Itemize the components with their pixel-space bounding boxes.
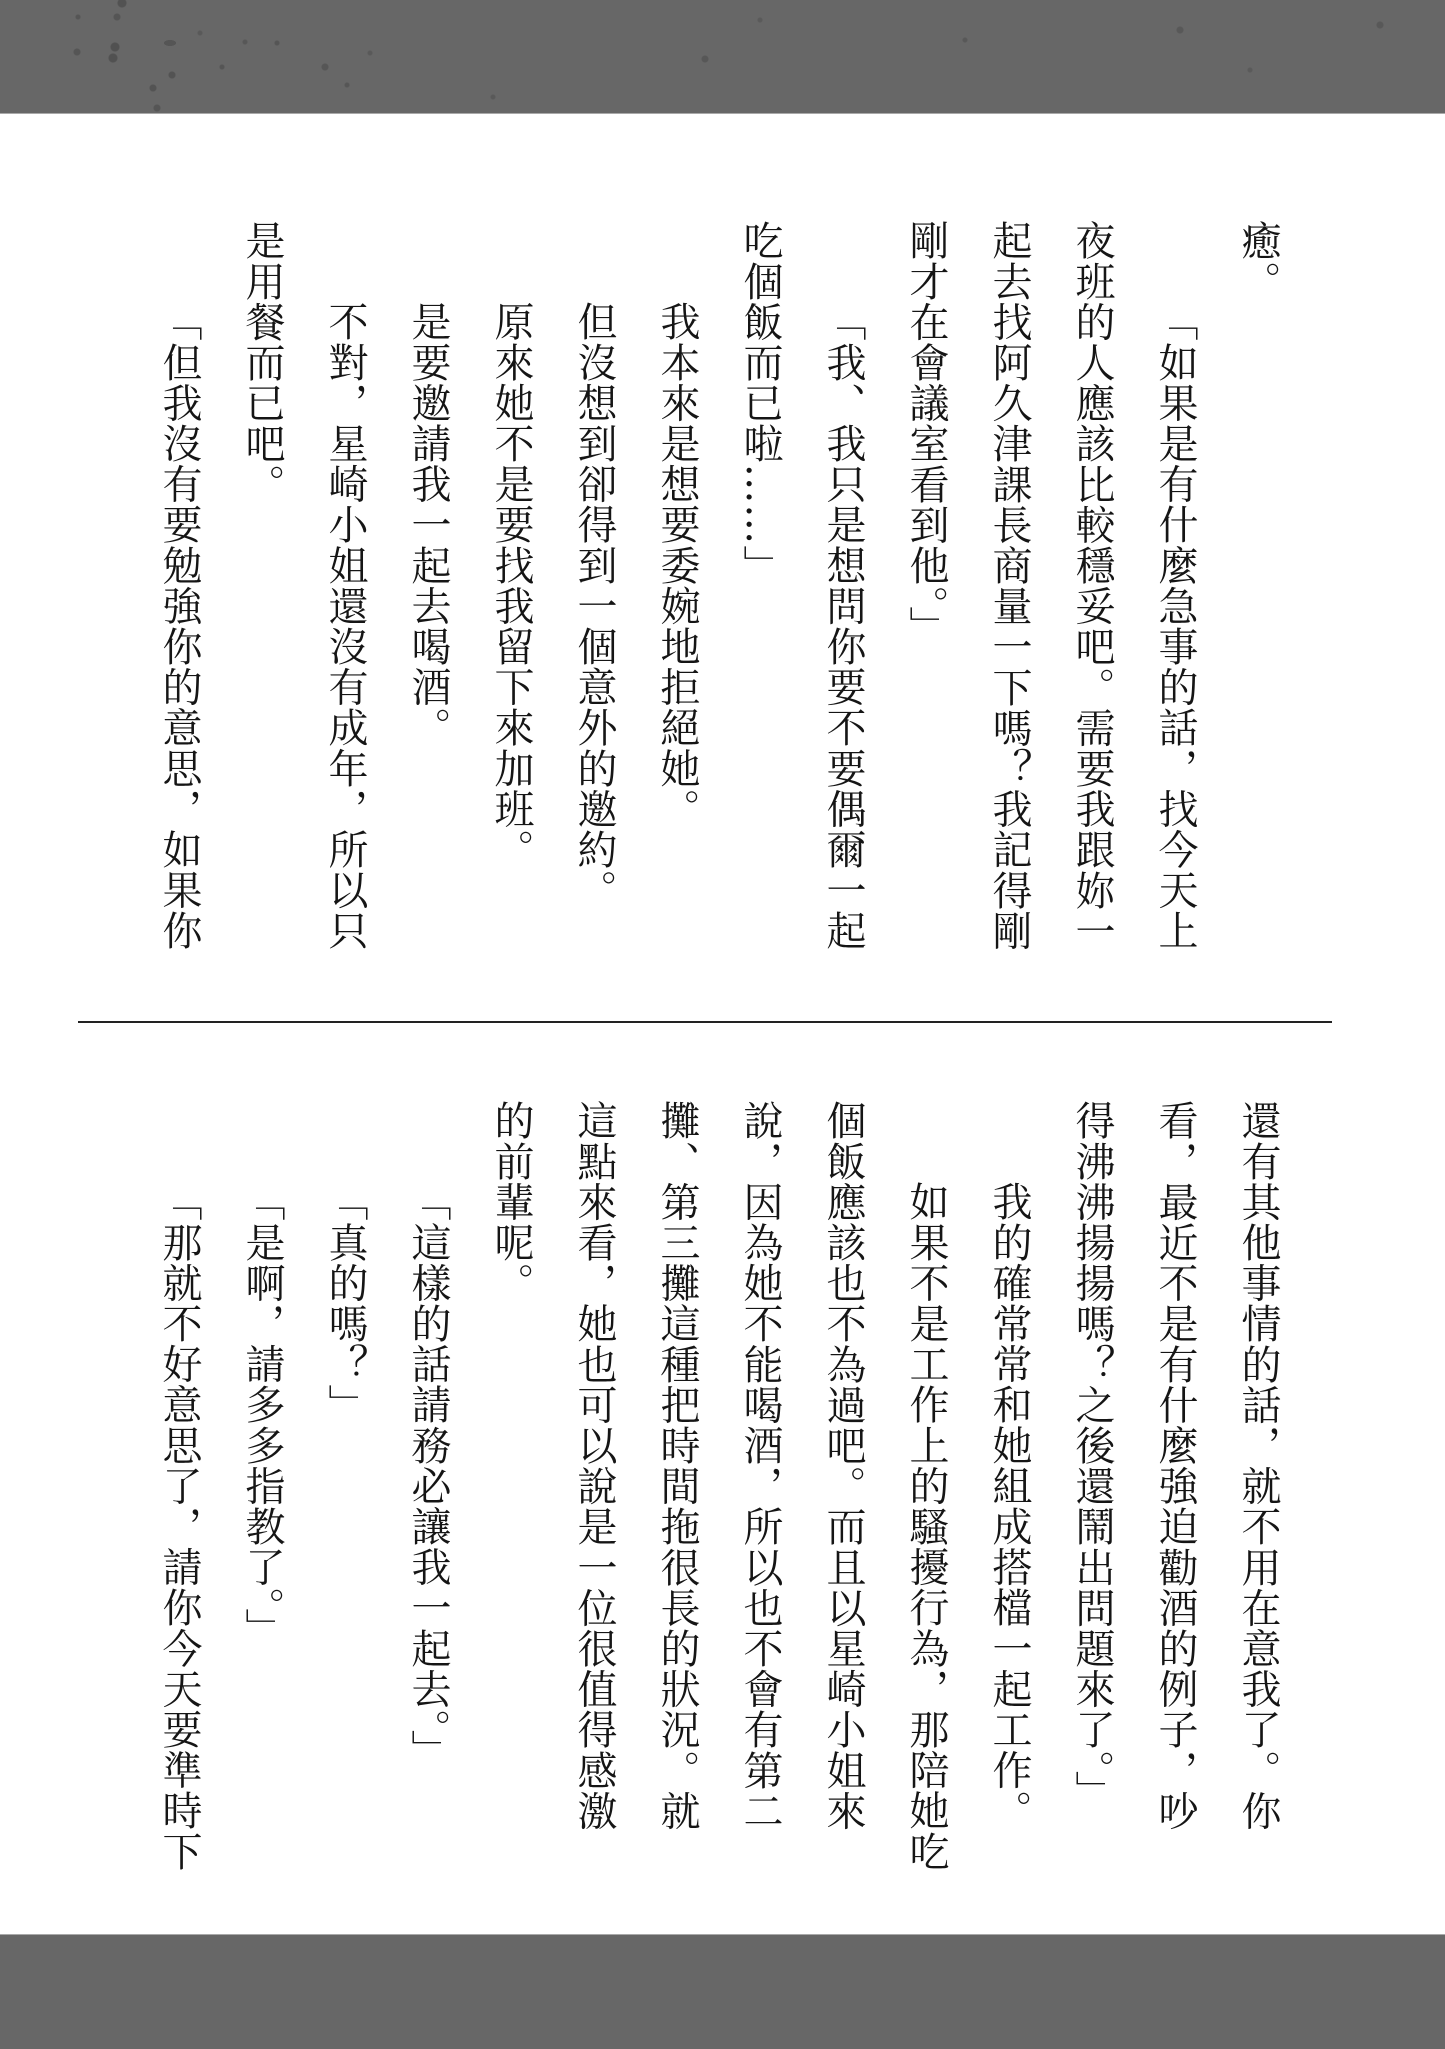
- paragraph: [137, 220, 220, 980]
- text-line: 癒。: [1235, 220, 1281, 302]
- bottom-text-block: [137, 1100, 1299, 1872]
- text-line: 「那就不好意思了，請你今天要準時下: [156, 1181, 202, 1872]
- paragraph: [386, 1100, 469, 1860]
- text-line: 「但我沒有要勉強你的意思，如果你: [156, 301, 202, 951]
- text-line: 但沒想到卻得到一個意外的邀約。: [571, 301, 617, 911]
- header-texture-band: [0, 0, 1445, 114]
- paragraph: [303, 1100, 386, 1860]
- paragraph: [386, 220, 469, 980]
- paragraph: [635, 220, 718, 980]
- text-line: 剛才在會議室看到他。」: [903, 220, 949, 647]
- text-line: 這點來看，她也可以說是一位很值得感激: [571, 1100, 617, 1831]
- paragraph: [469, 1100, 967, 1872]
- text-line: 我的確常常和她組成搭檔一起工作。: [986, 1181, 1032, 1831]
- paragraph: [967, 1100, 1050, 1860]
- text-line: 是用餐而已吧。: [239, 220, 285, 505]
- text-line: 個飯應該也不為過吧。而且以星崎小姐來: [820, 1100, 866, 1831]
- text-line: 「是啊，請多多指教了。」: [239, 1181, 285, 1649]
- paragraph: [1216, 220, 1299, 980]
- paragraph: [718, 220, 884, 980]
- text-line: 得沸沸揚揚嗎？之後還鬧出問題來了。」: [1069, 1100, 1115, 1811]
- text-line: 夜班的人應該比較穩妥吧。需要我跟妳一: [1069, 220, 1115, 951]
- text-line: 「我、我只是想問你要不要偶爾一起: [820, 301, 866, 951]
- paragraph: [469, 220, 552, 980]
- paragraph: [1050, 1100, 1299, 1860]
- text-line: 還有其他事情的話，就不用在意我了。你: [1235, 1100, 1281, 1831]
- text-line: 「這樣的話請務必讓我一起去。」: [405, 1181, 451, 1771]
- text-line: 說，因為她不能喝酒，所以也不會有第二: [737, 1100, 783, 1831]
- paragraph: [137, 1100, 220, 1872]
- text-line: 是要邀請我一起去喝酒。: [405, 301, 451, 748]
- text-line: 看，最近不是有什麼強迫勸酒的例子，吵: [1152, 1100, 1198, 1831]
- page-divider: [78, 1021, 1332, 1023]
- paragraph: [552, 220, 635, 980]
- text-line: 「真的嗎？」: [322, 1181, 368, 1425]
- text-line: 的前輩呢。: [488, 1100, 534, 1303]
- paragraph: [884, 220, 1216, 980]
- text-line: 如果不是工作上的騷擾行為，那陪她吃: [903, 1181, 949, 1872]
- text-line: 不對，星崎小姐還沒有成年，所以只: [322, 301, 368, 951]
- text-line: 攤、第三攤這種把時間拖很長的狀況。就: [654, 1100, 700, 1831]
- paragraph: [220, 220, 386, 980]
- text-line: 「如果是有什麼急事的話，找今天上: [1152, 301, 1198, 951]
- footer-texture-band: [0, 1934, 1445, 2049]
- text-line: 吃個飯而已啦……」: [737, 220, 783, 586]
- text-line: 起去找阿久津課長商量一下嗎？我記得剛: [986, 220, 1032, 951]
- text-line: 原來她不是要找我留下來加班。: [488, 301, 534, 870]
- text-line: 我本來是想要委婉地拒絕她。: [654, 301, 700, 829]
- paragraph: [220, 1100, 303, 1860]
- top-text-block: [137, 220, 1299, 980]
